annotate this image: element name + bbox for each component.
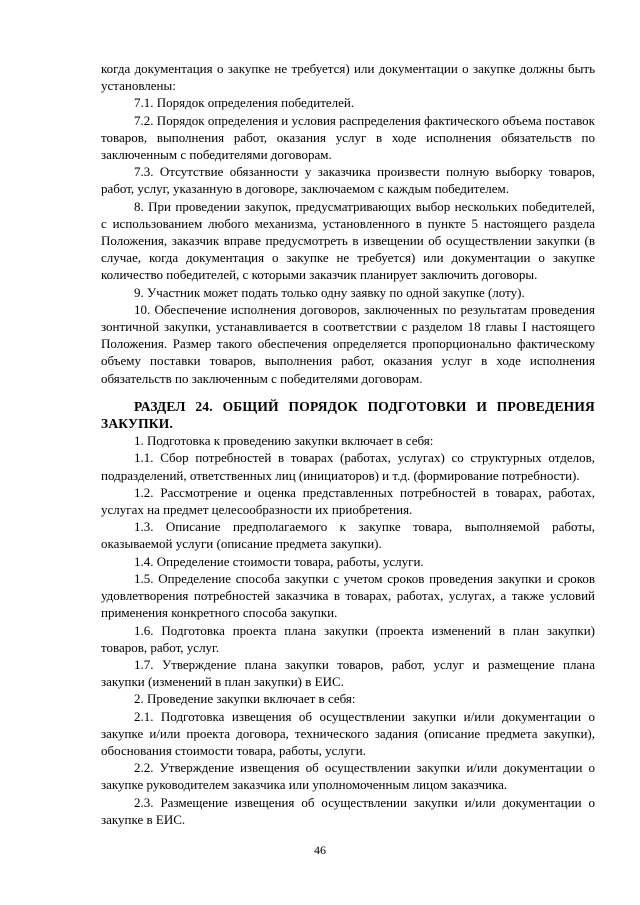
paragraph: 1.6. Подготовка проекта плана закупки (проекта изменений в план закупки) товаров, работ, услуг.	[101, 622, 595, 655]
section-heading: РАЗДЕЛ 24. ОБЩИЙ ПОРЯДОК ПОДГОТОВКИ И ПРОВЕДЕНИЯ ЗАКУПКИ.	[101, 398, 595, 432]
paragraph: 2.1. Подготовка извещения об осуществлении закупки и/или документации о закупке и/или проекта договора, технического задания (описание предмета закупки), обоснования стоимости товара, работы, услуги.	[101, 708, 595, 758]
paragraph: 9. Участник может подать только одну заявку по одной закупке (лоту).	[134, 284, 525, 300]
paragraph: 7.1. Порядок определения победителей.	[134, 95, 355, 111]
document-body	[101, 60, 595, 828]
paragraph: 1.2. Рассмотрение и оценка представленных потребностей в товарах, работах, услугах на предмет целесообразности их приобретения.	[101, 484, 595, 518]
paragraph: 2.3. Размещение извещения об осуществлении закупки и/или документации о закупке в ЕИС.	[101, 794, 595, 827]
paragraph: 10. Обеспечение исполнения договоров, заключенных по результатам проведения зонтичной закупки, устанавливается в соответствии с разделом 18 главы I настоящего Положения. Размер такого обеспечения определяется пропорционально фактическому объему поставки товаров, выполнения работ, оказания услуг в ходе исполнения обязательств по заключенным с победителями договорам.	[101, 301, 595, 386]
paragraph: 1.1. Сбор потребностей в товарах (работах, услугах) со структурных отделов, подразделений, ответственных лиц (инициаторов) и т.д. (формирование потребности).	[101, 450, 595, 483]
paragraph: 2. Проведение закупки включает в себя:	[134, 691, 356, 707]
paragraph: 1. Подготовка к проведению закупки включает в себя:	[134, 433, 434, 449]
paragraph: 1.5. Определение способа закупки с учетом сроков проведения закупки и сроков удовлетворения потребностей заказчика в товарах, работах, услугах, а также условий применения конкретного способа закупки.	[101, 570, 595, 621]
paragraph-group-top	[101, 60, 595, 387]
paragraph: 8. При проведении закупок, предусматривающих выбор нескольких победителей, с использованием любого механизма, установленного в пункте 5 настоящего раздела Положения, заказчик вправе предусмотреть в извещении об осуществлении закупки (в случае, когда документация о закупке не требуется) или документации о закупке количество победителей, с которыми заказчик планирует заключить договоры.	[101, 198, 595, 283]
paragraph: когда документация о закупке не требуется) или документации о закупке должны быть установлены:	[101, 61, 595, 94]
paragraph: 7.2. Порядок определения и условия распределения фактического объема поставок товаров, выполнения работ, оказания услуг в ходе исполнения обязательств по заключенным с победителями договорам.	[101, 112, 595, 163]
page-number: 46	[314, 843, 326, 857]
paragraph: 1.7. Утверждение плана закупки товаров, работ, услуг и размещение плана закупки (изменений в план закупки) в ЕИС.	[101, 656, 595, 690]
paragraph: 7.3. Отсутствие обязанности у заказчика произвести полную выборку товаров, работ, услуг, указанную в договоре, заключаемом с каждым победителем.	[101, 164, 595, 197]
paragraph: 1.4. Определение стоимости товара, работы, услуги.	[134, 553, 424, 569]
paragraph-group-bottom	[101, 432, 595, 828]
paragraph: 2.2. Утверждение извещения об осуществлении закупки и/или документации о закупке руководителем заказчика или уполномоченным лицом заказчика.	[101, 760, 595, 793]
paragraph: 1.3. Описание предполагаемого к закупке товара, выполняемой работы, оказываемой услуги (описание предмета закупки).	[101, 519, 595, 552]
